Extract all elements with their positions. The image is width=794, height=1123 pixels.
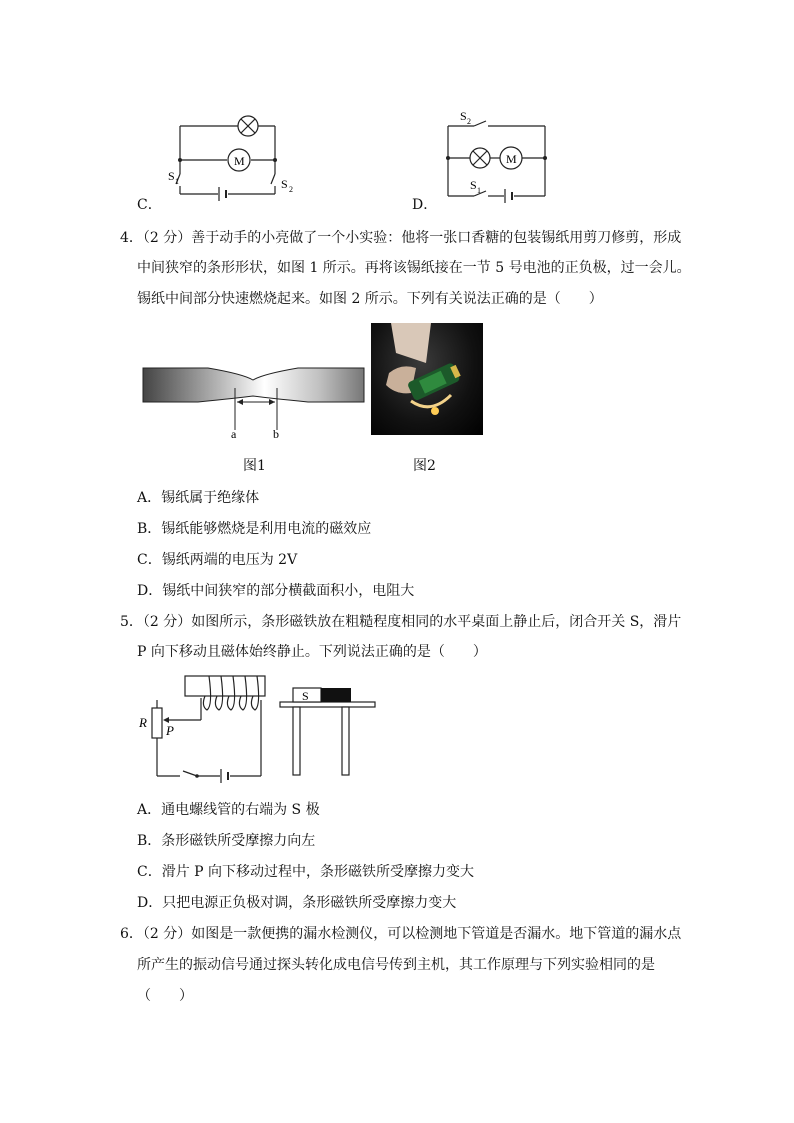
q5-text-line-2: P 向下移动且磁体始终静止。下列说法正确的是（ ）: [137, 644, 487, 660]
q5-text-line-1: 5．（2 分）如图所示，条形磁铁放在粗糙程度相同的水平桌面上静止后，闭合开关 S，滑片: [120, 614, 682, 630]
circuit-diagram-d: [420, 104, 580, 208]
figure-1-tin-foil: [138, 360, 370, 450]
switch-s1-sub: 1: [175, 177, 179, 186]
q5-option-d[interactable]: D．只把电源正负极对调，条形磁铁所受摩擦力变大: [137, 895, 457, 911]
point-a-label: a: [231, 427, 237, 441]
q4-option-d[interactable]: D．锡纸中间狭窄的部分横截面积小，电阻大: [137, 583, 415, 599]
q5-option-c[interactable]: C．滑片 P 向下移动过程中，条形磁铁所受摩擦力变大: [137, 864, 475, 880]
q6-text-line-1: 6．（2 分）如图是一款便携的漏水检测仪，可以检测地下管道是否漏水。地下管道的漏水点: [120, 926, 682, 942]
q4-text-line-3: 锡纸中间部分快速燃烧起来。如图 2 所示。下列有关说法正确的是（ ）: [137, 291, 603, 307]
q6-text-line-2: 所产生的振动信号通过探头转化成电信号传到主机，其工作原理与下列实验相同的是: [137, 957, 655, 973]
switch-s1-label: S: [470, 178, 477, 192]
q4-option-b[interactable]: B．锡纸能够燃烧是利用电流的磁效应: [137, 521, 372, 537]
option-c-label: C．: [137, 197, 162, 213]
point-b-label: b: [273, 427, 279, 441]
q4-text-line-2: 中间狭窄的条形形状，如图 1 所示。再将该锡纸接在一节 5 号电池的正负极，过一会儿。: [137, 260, 691, 276]
q5-option-b[interactable]: B．条形磁铁所受摩擦力向左: [137, 833, 316, 849]
q4-text-line-1: 4．（2 分）善于动手的小亮做了一个小实验：他将一张口香糖的包装锡纸用剪刀修剪，形成: [120, 230, 682, 246]
switch-s2-sub: 2: [289, 185, 293, 194]
q5-option-a[interactable]: A．通电螺线管的右端为 S 极: [137, 802, 320, 818]
solenoid-magnet-diagram: [135, 670, 385, 785]
option-d-label: D．: [412, 197, 438, 213]
motor-label: M: [506, 152, 517, 166]
switch-s1-sub: 1: [477, 186, 481, 195]
figure-2-caption: 图2: [413, 458, 436, 474]
slider-p-label: P: [166, 723, 174, 738]
figure-2-photo: [371, 323, 483, 435]
rheostat-r-label: R: [139, 715, 147, 730]
circuit-diagram-c: [130, 108, 310, 208]
q4-option-c[interactable]: C．锡纸两端的电压为 2V: [137, 552, 298, 568]
switch-s1-label: S: [168, 169, 175, 183]
battery-photo-illustration: [371, 323, 483, 435]
q6-text-line-3: （ ）: [137, 988, 193, 1004]
switch-s2-label: S: [460, 109, 467, 123]
magnet-s-label: S: [302, 689, 309, 703]
switch-s2-label: S: [281, 177, 288, 191]
q4-option-a[interactable]: A．锡纸属于绝缘体: [137, 490, 260, 506]
motor-label: M: [234, 154, 245, 168]
switch-s2-sub: 2: [467, 117, 471, 126]
figure-1-caption: 图1: [243, 458, 266, 474]
